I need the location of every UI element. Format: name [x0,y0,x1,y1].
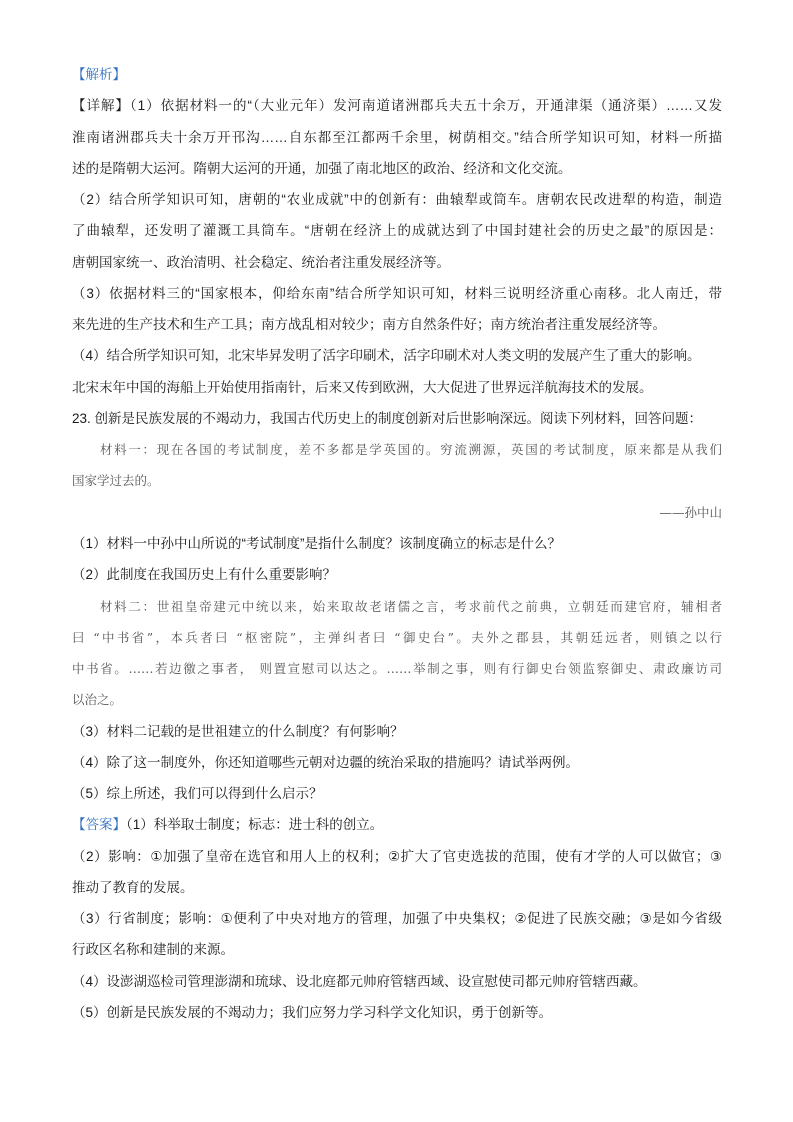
analysis-p3-line: （3）依据材料三的“国家根本，仰给东南”结合所学知识可知，材料三说明经济重心南移。北人南迁，带 [72,285,722,301]
analysis-p1-line [72,90,722,121]
sub-question: （5）综上所述，我们可以得到什么启示？ [72,786,323,802]
analysis-p1-line: 淮南诸洲郡兵夫十余万开邗沟……自东都至江都两千余里，树荫相交。”结合所学知识可知，材料一所描 [72,129,722,145]
question-stem: 23. 创新是民族发展的不竭动力，我国古代历史上的制度创新对后世影响深远。阅读下列材料，回答问题： [72,410,703,426]
analysis-p1-line: 述的是隋朝大运河。隋朝大运河的开通，加强了南北地区的政治、经济和文化交流。 [72,160,572,176]
material-one-source: ——孙中山 [659,504,722,520]
sub-question: （4）除了这一制度外，你还知道哪些元朝对边疆的统治采取的措施吗？请试举两例。 [72,754,580,770]
material-two-line: 曰 “中书省”，本兵者曰 “枢密院”，主弹纠者曰 “御史台”。夫外之郡县，其朝廷远者，则镇之以行 [72,629,722,645]
answer-label: 【答案】 [72,817,126,833]
analysis-p2-line: 了曲辕犁，还发明了灌溉工具筒车。“唐朝在经济上的成就达到了中国封建社会的历史之最”的原因是： [72,223,722,239]
answer-line-4: （4）设澎湖巡检司管理澎湖和琉球、设北庭都元帅府管辖西域、设宣慰使司都元帅府管辖西藏。 [72,973,647,989]
document-page [72,59,722,1028]
sub-question: （2）此制度在我国历史上有什么重要影响？ [72,567,337,583]
material-one-line: 材料一：现在各国的考试制度，差不多都是学英国的。穷流溯源，英国的考试制度，原来都是从我们 [100,442,722,458]
detail-label: 【详解】 [72,98,130,114]
analysis-p2-line: 唐朝国家统一、政治清明、社会稳定、统治者注重发展经济等。 [72,254,450,270]
answer-line-3: 行政区名称和建制的来源。 [72,942,234,958]
material-two-line: 材料二：世祖皇帝建元中统以来，始来取故老诸儒之言，考求前代之前典，立朝廷而建官府，辅相者 [100,598,722,614]
answer-line-5: （5）创新是民族发展的不竭动力；我们应努力学习科学文化知识，勇于创新等。 [72,1004,553,1020]
answer-line-2: 推动了教育的发展。 [72,879,194,895]
analysis-heading [72,59,722,90]
sub-question: （1）材料一中孙中山所说的“考试制度”是指什么制度？该制度确立的标志是什么？ [72,535,561,551]
answer-line-2: （2）影响：①加强了皇帝在选官和用人上的权利；②扩大了官吏选拔的范围，使有才学的人可以做官；③ [72,848,722,864]
analysis-p2-line: （2）结合所学知识可知，唐朝的“农业成就”中的创新有：曲辕犁或筒车。唐朝农民改进犁的构造，制造 [72,192,722,208]
analysis-p4-line: 北宋末年中国的海船上开始使用指南针，后来又传到欧洲，大大促进了世界远洋航海技术的发展。 [72,379,653,395]
answer-line-1 [72,809,722,840]
answer-line-3: （3）行省制度；影响：①便利了中央对地方的管理，加强了中央集权；②促进了民族交融；③是如今省级 [72,911,722,927]
analysis-p3-line: 来先进的生产技术和生产工具；南方战乱相对较少；南方自然条件好；南方统治者注重发展经济等。 [72,317,666,333]
analysis-label: 【解析】 [72,67,126,82]
analysis-p1-text: （1）依据材料一的“（大业元年）发河南道诸洲郡兵夫五十余万，开通津渠（通济渠）……又发 [129,98,722,114]
material-two-line: 以治之。 [72,692,123,708]
material-one-line: 国家学过去的。 [72,473,160,489]
answer-text: （1）科举取士制度；标志：进士科的创立。 [126,817,384,833]
sub-question: （3）材料二记载的是世祖建立的什么制度？有何影响？ [72,723,404,739]
analysis-p4-line: （4）结合所学知识可知，北宋毕昇发明了活字印刷术，活字印刷术对人类文明的发展产生了重大的影响。 [72,348,701,364]
material-two-line: 中书省。……若边徼之事者， 则置宣慰司以达之。……举制之事，则有行御史台领监察御史、肃政廉访司 [72,661,722,677]
